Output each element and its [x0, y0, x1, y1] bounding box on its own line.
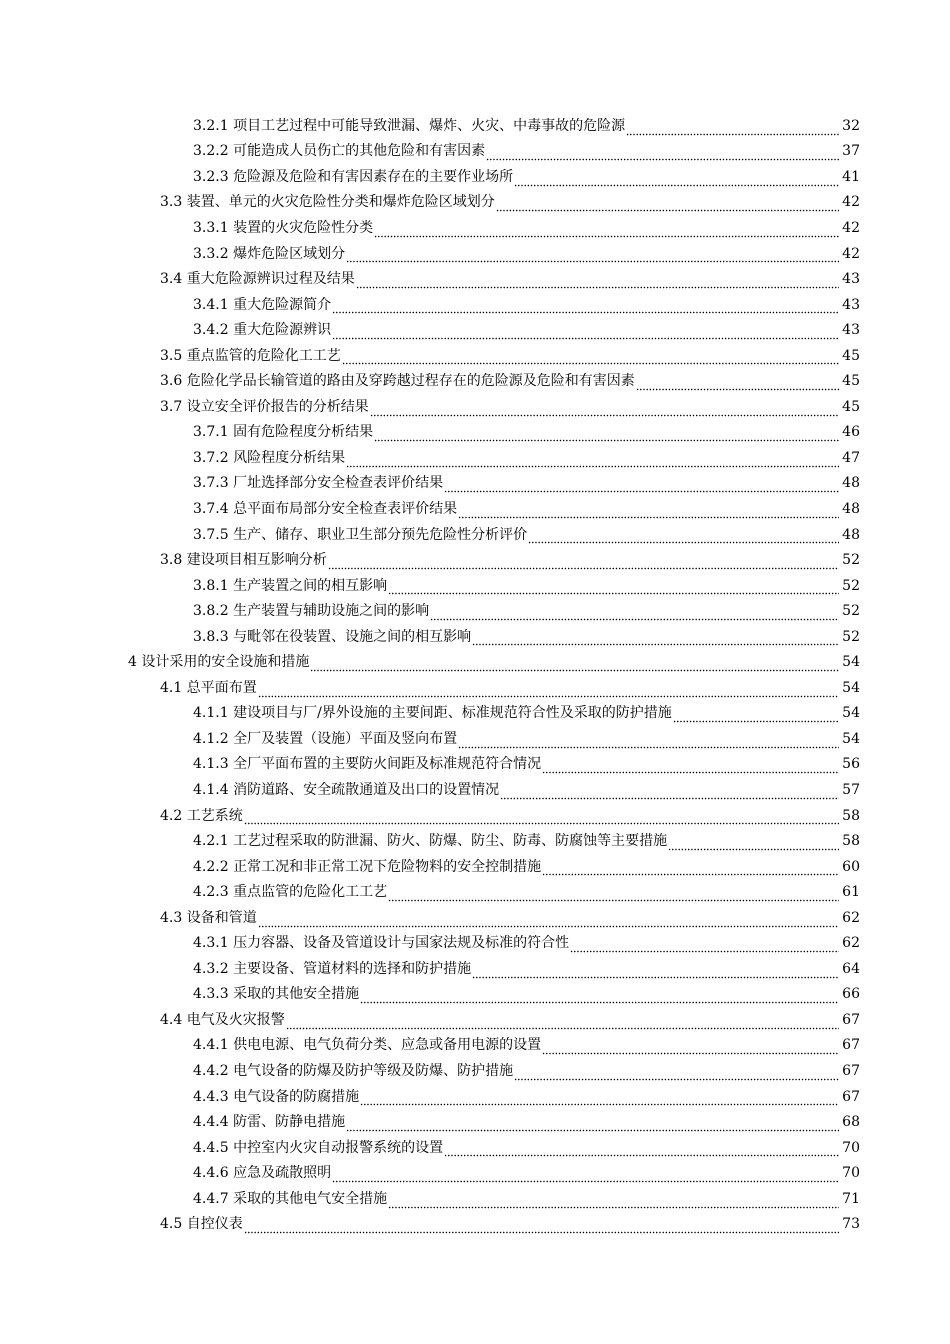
dot-leader	[370, 399, 839, 417]
toc-entry-page-number: 45	[842, 347, 860, 364]
toc-entry[interactable]	[0, 471, 950, 497]
toc-entry[interactable]	[0, 675, 950, 701]
dot-leader	[346, 1114, 839, 1132]
toc-entry[interactable]	[0, 905, 950, 931]
toc-entry[interactable]	[0, 547, 950, 573]
toc-entry[interactable]	[0, 1186, 950, 1212]
toc-entry-title: 4.2.1 工艺过程采取的防泄漏、防火、防爆、防尘、防毒、防腐蚀等主要措施	[193, 833, 668, 850]
toc-entry-page-number: 42	[842, 219, 860, 236]
toc-entry-page-number: 41	[842, 168, 860, 185]
toc-entry-page-number: 45	[842, 398, 860, 415]
toc-entry-page-number: 64	[842, 960, 860, 977]
toc-entry-page-number: 45	[842, 373, 860, 390]
toc-entry-page-number: 60	[842, 858, 860, 875]
dot-leader	[388, 577, 839, 595]
toc-entry-page-number: 52	[842, 577, 860, 594]
toc-entry-page-number: 52	[842, 628, 860, 645]
toc-entry[interactable]	[0, 701, 950, 727]
toc-entry-page-number: 73	[842, 1216, 860, 1233]
toc-entry-page-number: 68	[842, 1114, 860, 1131]
toc-entry-title: 4.1.3 全厂平面布置的主要防火间距及标准规范符合情况	[193, 756, 542, 773]
toc-entry[interactable]	[0, 113, 950, 139]
toc-entry[interactable]	[0, 1109, 950, 1135]
toc-entry-title: 3.7 设立安全评价报告的分析结果	[160, 398, 369, 415]
dot-leader	[332, 296, 839, 314]
toc-entry-page-number: 54	[842, 679, 860, 696]
dot-leader	[310, 654, 839, 672]
dot-leader	[444, 1139, 839, 1157]
toc-entry-page-number: 62	[842, 935, 860, 952]
toc-entry-page-number: 67	[842, 1011, 860, 1028]
toc-entry-title: 3.8 建设项目相互影响分析	[160, 552, 327, 569]
toc-entry[interactable]	[0, 1135, 950, 1161]
toc-entry[interactable]	[0, 624, 950, 650]
dot-leader	[496, 194, 839, 212]
dot-leader	[528, 526, 839, 544]
toc-entry[interactable]	[0, 1007, 950, 1033]
toc-entry-page-number: 66	[842, 986, 860, 1003]
dot-leader	[328, 552, 839, 570]
toc-entry[interactable]	[0, 956, 950, 982]
toc-entry[interactable]	[0, 931, 950, 957]
toc-entry-title: 4.1.4 消防道路、安全疏散通道及出口的设置情况	[193, 781, 500, 798]
toc-entry-title: 4.4 电气及火灾报警	[160, 1011, 285, 1028]
toc-entry[interactable]	[0, 241, 950, 267]
toc-entry[interactable]	[0, 854, 950, 880]
toc-entry[interactable]	[0, 445, 950, 471]
dot-leader	[258, 680, 839, 698]
toc-entry-title: 4.4.7 采取的其他电气安全措施	[193, 1190, 388, 1207]
dot-leader	[500, 782, 839, 800]
toc-entry-page-number: 56	[842, 756, 860, 773]
dot-leader	[356, 271, 839, 289]
dot-leader	[374, 220, 839, 238]
toc-entry-title: 3.7.2 风险程度分析结果	[193, 449, 346, 466]
dot-leader	[570, 935, 839, 953]
dot-leader	[444, 475, 839, 493]
toc-entry[interactable]	[0, 1160, 950, 1186]
toc-entry[interactable]	[0, 649, 950, 675]
toc-entry[interactable]	[0, 317, 950, 343]
toc-entry[interactable]	[0, 343, 950, 369]
toc-entry-title: 3.3.2 爆炸危险区域划分	[193, 245, 346, 262]
toc-entry[interactable]	[0, 522, 950, 548]
toc-entry-title: 4.3 设备和管道	[160, 909, 257, 926]
toc-entry-title: 3.3 装置、单元的火灾危险性分类和爆炸危险区域划分	[160, 194, 495, 211]
toc-entry-page-number: 61	[842, 884, 860, 901]
dot-leader	[458, 501, 839, 519]
dot-leader	[668, 833, 839, 851]
toc-entry[interactable]	[0, 726, 950, 752]
toc-entry-page-number: 70	[842, 1139, 860, 1156]
dot-leader	[374, 424, 839, 442]
table-of-contents	[0, 113, 950, 1237]
toc-entry-page-number: 70	[842, 1165, 860, 1182]
toc-entry[interactable]	[0, 777, 950, 803]
toc-entry-page-number: 43	[842, 296, 860, 313]
dot-leader	[472, 628, 839, 646]
toc-entry-title: 4.2.3 重点监管的危险化工工艺	[193, 884, 388, 901]
dot-leader	[360, 1088, 839, 1106]
dot-leader	[542, 756, 839, 774]
toc-entry-title: 3.2.1 项目工艺过程中可能导致泄漏、爆炸、火灾、中毒事故的危险源	[193, 117, 626, 134]
toc-entry-page-number: 48	[842, 500, 860, 517]
toc-entry[interactable]	[0, 1033, 950, 1059]
toc-entry-page-number: 57	[842, 781, 860, 798]
toc-entry-title: 3.2.2 可能造成人员伤亡的其他危险和有害因素	[193, 143, 486, 160]
toc-entry-title: 4 设计采用的安全设施和措施	[128, 654, 310, 671]
toc-entry-title: 3.8.2 生产装置与辅助设施之间的影响	[193, 603, 430, 620]
toc-entry[interactable]	[0, 164, 950, 190]
toc-entry[interactable]	[0, 1084, 950, 1110]
toc-entry-title: 4.5 自控仪表	[160, 1216, 243, 1233]
toc-entry-page-number: 48	[842, 526, 860, 543]
toc-entry-title: 3.3.1 装置的火灾危险性分类	[193, 219, 374, 236]
toc-entry[interactable]	[0, 266, 950, 292]
toc-entry-title: 3.8.1 生产装置之间的相互影响	[193, 577, 388, 594]
toc-entry-title: 4.2.2 正常工况和非正常工况下危险物料的安全控制措施	[193, 858, 542, 875]
toc-entry-title: 3.5 重点监管的危险化工工艺	[160, 347, 341, 364]
toc-entry[interactable]	[0, 368, 950, 394]
dot-leader	[360, 986, 839, 1004]
toc-entry-page-number: 43	[842, 322, 860, 339]
toc-entry[interactable]	[0, 394, 950, 420]
dot-leader	[514, 1063, 839, 1081]
toc-entry-page-number: 32	[842, 117, 860, 134]
toc-entry-page-number: 67	[842, 1063, 860, 1079]
toc-entry-title: 3.4.1 重大危险源简介	[193, 296, 332, 313]
toc-entry-title: 4.3.2 主要设备、管道材料的选择和防护措施	[193, 960, 472, 977]
toc-entry[interactable]	[0, 139, 950, 165]
toc-entry-title: 4.1.1 建设项目与厂/界外设施的主要间距、标准规范符合性及采取的防护措施	[193, 705, 672, 722]
toc-entry[interactable]	[0, 803, 950, 829]
toc-entry-page-number: 42	[842, 245, 860, 262]
dot-leader	[673, 705, 839, 723]
toc-entry[interactable]	[0, 982, 950, 1008]
toc-entry-page-number: 54	[842, 654, 860, 671]
dot-leader	[636, 373, 839, 391]
toc-entry-title: 3.7.4 总平面布局部分安全检查表评价结果	[193, 500, 458, 517]
toc-entry-title: 4.4.3 电气设备的防腐措施	[193, 1088, 360, 1105]
toc-entry-page-number: 58	[842, 807, 860, 824]
toc-entry-title: 3.6 危险化学品长输管道的路由及穿跨越过程存在的危险源及危险和有害因素	[160, 373, 635, 390]
toc-entry[interactable]	[0, 1212, 950, 1238]
toc-entry-page-number: 37	[842, 143, 860, 160]
dot-leader	[346, 450, 839, 468]
toc-entry[interactable]	[0, 496, 950, 522]
toc-entry-page-number: 67	[842, 1088, 860, 1105]
dot-leader	[486, 143, 839, 161]
dot-leader	[332, 322, 839, 340]
toc-entry-title: 4.4.4 防雷、防静电措施	[193, 1114, 346, 1131]
toc-entry[interactable]	[0, 598, 950, 624]
toc-entry-page-number: 52	[842, 603, 860, 620]
toc-entry-title: 4.4.5 中控室内火灾自动报警系统的设置	[193, 1139, 444, 1156]
toc-entry-title: 4.1 总平面布置	[160, 679, 257, 696]
dot-leader	[430, 603, 839, 621]
toc-entry-title: 3.7.5 生产、储存、职业卫生部分预先危险性分析评价	[193, 526, 528, 543]
toc-entry[interactable]	[0, 752, 950, 778]
toc-entry-page-number: 54	[842, 730, 860, 747]
dot-leader	[472, 961, 839, 979]
dot-leader	[342, 347, 839, 365]
dot-leader	[542, 1037, 839, 1055]
toc-entry-title: 4.1.2 全厂及装置（设施）平面及竖向布置	[193, 730, 458, 747]
toc-entry-page-number: 54	[842, 705, 860, 722]
dot-leader	[458, 731, 839, 749]
dot-leader	[514, 169, 839, 187]
dot-leader	[388, 1191, 839, 1209]
toc-entry-title: 3.2.3 危险源及危险和有害因素存在的主要作业场所	[193, 168, 514, 185]
toc-entry[interactable]	[0, 215, 950, 241]
toc-entry[interactable]	[0, 292, 950, 318]
toc-entry-title: 4.2 工艺系统	[160, 807, 243, 824]
toc-entry[interactable]	[0, 190, 950, 216]
toc-entry-title: 3.7.3 厂址选择部分安全检查表评价结果	[193, 475, 444, 492]
toc-entry-page-number: 47	[842, 449, 860, 466]
toc-entry-title: 4.4.6 应急及疏散照明	[193, 1165, 332, 1182]
toc-entry-title: 3.4 重大危险源辨识过程及结果	[160, 271, 355, 288]
dot-leader	[346, 245, 839, 263]
toc-entry-title: 3.7.1 固有危险程度分析结果	[193, 424, 374, 441]
dot-leader	[388, 884, 839, 902]
toc-entry-title: 4.4.1 供电电源、电气负荷分类、应急或备用电源的设置	[193, 1037, 542, 1054]
toc-entry-page-number: 52	[842, 552, 860, 569]
toc-entry-title: 4.4.2 电气设备的防爆及防护等级及防爆、防护措施	[193, 1063, 514, 1079]
toc-entry-page-number: 48	[842, 475, 860, 492]
toc-entry-page-number: 43	[842, 271, 860, 288]
dot-leader	[258, 910, 839, 928]
dot-leader	[626, 118, 839, 136]
toc-entry-page-number: 62	[842, 909, 860, 926]
dot-leader	[286, 1012, 839, 1030]
dot-leader	[542, 858, 839, 876]
toc-entry-page-number: 67	[842, 1037, 860, 1054]
toc-entry-page-number: 46	[842, 424, 860, 441]
toc-entry[interactable]	[0, 573, 950, 599]
toc-entry-title: 3.8.3 与毗邻在役装置、设施之间的相互影响	[193, 628, 472, 645]
dot-leader	[332, 1165, 839, 1183]
toc-entry[interactable]	[0, 420, 950, 446]
toc-entry[interactable]	[0, 1058, 950, 1084]
toc-entry-title: 4.3.3 采取的其他安全措施	[193, 986, 360, 1003]
toc-entry-page-number: 42	[842, 194, 860, 211]
toc-entry-title: 4.3.1 压力容器、设备及管道设计与国家法规及标准的符合性	[193, 935, 570, 952]
toc-entry-title: 3.4.2 重大危险源辨识	[193, 322, 332, 339]
toc-entry-page-number: 58	[842, 833, 860, 850]
toc-entry[interactable]	[0, 828, 950, 854]
toc-entry[interactable]	[0, 879, 950, 905]
toc-entry-page-number: 71	[842, 1190, 860, 1207]
dot-leader	[244, 1216, 839, 1234]
dot-leader	[244, 807, 839, 825]
